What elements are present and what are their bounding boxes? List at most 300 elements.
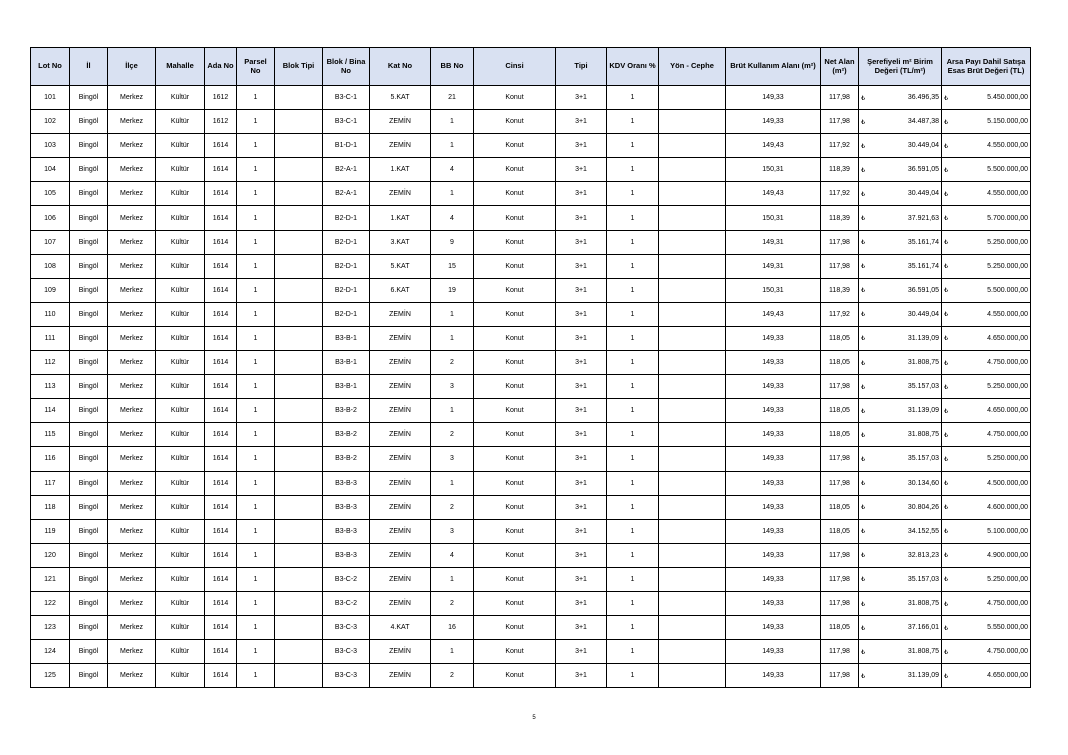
table-row	[31, 110, 1031, 134]
table-cell: ZEMİN	[370, 471, 431, 495]
currency-symbol: ₺	[861, 215, 866, 223]
cell-value: 5.250.000,00	[987, 455, 1028, 463]
column-header: İl	[70, 48, 108, 86]
table-cell	[659, 447, 726, 471]
gross-value-cell	[942, 640, 1031, 664]
column-header: Mahalle	[156, 48, 205, 86]
table-row	[31, 495, 1031, 519]
currency-symbol: ₺	[944, 624, 949, 632]
table-cell: Konut	[474, 591, 556, 615]
table-cell: Konut	[474, 423, 556, 447]
table-cell: ZEMİN	[370, 182, 431, 206]
table-cell: 19	[431, 278, 474, 302]
table-cell: B3-B-3	[323, 519, 370, 543]
table-cell: 1	[237, 399, 275, 423]
table-cell: 117,98	[821, 447, 859, 471]
table-cell: B3-C-1	[323, 110, 370, 134]
table-cell: Merkez	[108, 158, 156, 182]
gross-value-cell	[942, 351, 1031, 375]
unit-value-cell	[859, 519, 942, 543]
cell-value: 5.250.000,00	[987, 238, 1028, 246]
table-cell: Bingöl	[70, 206, 108, 230]
table-cell: Merkez	[108, 134, 156, 158]
table-cell	[659, 423, 726, 447]
cell-value: 34.152,55	[907, 527, 939, 535]
table-cell: 1	[607, 399, 659, 423]
table-row	[31, 278, 1031, 302]
property-table	[30, 47, 1031, 688]
table-cell: 109	[31, 278, 70, 302]
table-cell: 3	[431, 519, 474, 543]
unit-value-cell	[859, 640, 942, 664]
gross-value-cell	[942, 254, 1031, 278]
table-cell: ZEMİN	[370, 591, 431, 615]
table-cell: Bingöl	[70, 423, 108, 447]
table-cell: B3-B-1	[323, 326, 370, 350]
unit-value-cell	[859, 230, 942, 254]
table-cell: Merkez	[108, 616, 156, 640]
currency-symbol: ₺	[861, 118, 866, 126]
table-row	[31, 182, 1031, 206]
gross-value-cell	[942, 158, 1031, 182]
table-row	[31, 254, 1031, 278]
table-cell: Kültür	[156, 86, 205, 110]
unit-value-cell	[859, 278, 942, 302]
table-cell: 1614	[205, 375, 237, 399]
table-cell: Merkez	[108, 471, 156, 495]
table-cell: 149,43	[726, 302, 821, 326]
currency-symbol: ₺	[861, 455, 866, 463]
table-cell: 1	[607, 423, 659, 447]
table-cell	[275, 375, 323, 399]
currency-symbol: ₺	[861, 263, 866, 271]
table-cell: 149,33	[726, 519, 821, 543]
table-cell: Merkez	[108, 423, 156, 447]
table-cell: ZEMİN	[370, 495, 431, 519]
cell-value: 35.157,03	[907, 455, 939, 463]
currency-symbol: ₺	[861, 239, 866, 247]
table-cell: B2-D-1	[323, 254, 370, 278]
unit-value-cell	[859, 495, 942, 519]
table-cell: 1614	[205, 447, 237, 471]
table-cell	[659, 567, 726, 591]
cell-value: 31.139,09	[907, 334, 939, 342]
currency-symbol: ₺	[861, 600, 866, 608]
table-cell: ZEMİN	[370, 134, 431, 158]
table-cell: 3+1	[556, 230, 607, 254]
table-cell: 3+1	[556, 399, 607, 423]
table-cell: 1614	[205, 519, 237, 543]
table-row	[31, 375, 1031, 399]
table-cell: 1	[431, 640, 474, 664]
table-cell: Kültür	[156, 230, 205, 254]
table-cell: 3+1	[556, 664, 607, 688]
table-cell: Konut	[474, 471, 556, 495]
table-cell: Kültür	[156, 182, 205, 206]
table-cell	[659, 326, 726, 350]
table-cell: 1	[607, 591, 659, 615]
table-cell: Kültür	[156, 591, 205, 615]
currency-symbol: ₺	[944, 383, 949, 391]
gross-value-cell	[942, 519, 1031, 543]
gross-value-cell	[942, 375, 1031, 399]
table-cell: Merkez	[108, 110, 156, 134]
table-cell: 1	[607, 326, 659, 350]
table-cell	[659, 302, 726, 326]
currency-symbol: ₺	[861, 166, 866, 174]
unit-value-cell	[859, 471, 942, 495]
cell-value: 35.157,03	[907, 575, 939, 583]
table-cell: 1	[431, 471, 474, 495]
table-cell: 1	[607, 567, 659, 591]
table-cell: ZEMİN	[370, 543, 431, 567]
table-cell	[275, 110, 323, 134]
table-cell: 2	[431, 591, 474, 615]
table-cell: 1	[431, 182, 474, 206]
table-cell: 1	[607, 182, 659, 206]
table-cell	[659, 543, 726, 567]
table-cell: 118	[31, 495, 70, 519]
table-cell	[659, 86, 726, 110]
table-cell: Merkez	[108, 302, 156, 326]
table-cell	[659, 399, 726, 423]
unit-value-cell	[859, 616, 942, 640]
gross-value-cell	[942, 495, 1031, 519]
table-cell: 3.KAT	[370, 230, 431, 254]
table-cell: 106	[31, 206, 70, 230]
cell-value: 35.157,03	[907, 383, 939, 391]
column-header: KDV Oranı %	[607, 48, 659, 86]
table-cell	[275, 254, 323, 278]
gross-value-cell	[942, 110, 1031, 134]
table-cell: 1	[607, 134, 659, 158]
currency-symbol: ₺	[861, 624, 866, 632]
currency-symbol: ₺	[944, 431, 949, 439]
table-cell: 118,39	[821, 278, 859, 302]
table-cell: 3+1	[556, 206, 607, 230]
table-cell: Konut	[474, 399, 556, 423]
table-cell: 1	[431, 110, 474, 134]
gross-value-cell	[942, 471, 1031, 495]
table-cell: Merkez	[108, 640, 156, 664]
table-cell	[275, 567, 323, 591]
gross-value-cell	[942, 302, 1031, 326]
table-cell: Kültür	[156, 326, 205, 350]
table-cell: 3+1	[556, 471, 607, 495]
table-cell: B2-D-1	[323, 230, 370, 254]
cell-value: 36.496,35	[907, 94, 939, 102]
table-cell: 1.KAT	[370, 158, 431, 182]
gross-value-cell	[942, 326, 1031, 350]
table-cell: 3+1	[556, 640, 607, 664]
cell-value: 30.449,04	[907, 190, 939, 198]
table-cell: 117,98	[821, 591, 859, 615]
table-cell: 117,98	[821, 640, 859, 664]
unit-value-cell	[859, 664, 942, 688]
unit-value-cell	[859, 543, 942, 567]
table-cell: 149,33	[726, 351, 821, 375]
table-cell: 117,98	[821, 254, 859, 278]
table-cell: 5.KAT	[370, 254, 431, 278]
cell-value: 4.650.000,00	[987, 334, 1028, 342]
table-cell: Merkez	[108, 447, 156, 471]
table-cell: 2	[431, 664, 474, 688]
table-cell: 2	[431, 423, 474, 447]
currency-symbol: ₺	[861, 383, 866, 391]
table-cell: 118,05	[821, 326, 859, 350]
table-cell	[275, 158, 323, 182]
table-cell	[275, 86, 323, 110]
table-cell: B2-D-1	[323, 206, 370, 230]
table-cell: 1614	[205, 158, 237, 182]
gross-value-cell	[942, 664, 1031, 688]
table-cell: 3	[431, 447, 474, 471]
table-cell	[275, 423, 323, 447]
table-cell: 1	[237, 664, 275, 688]
table-cell: Merkez	[108, 351, 156, 375]
table-cell: 1	[237, 110, 275, 134]
table-cell: 1	[607, 351, 659, 375]
table-cell: 149,31	[726, 254, 821, 278]
table-cell: ZEMİN	[370, 664, 431, 688]
currency-symbol: ₺	[944, 142, 949, 150]
table-cell: Bingöl	[70, 326, 108, 350]
table-cell: 1614	[205, 664, 237, 688]
table-cell: Bingöl	[70, 182, 108, 206]
table-cell: Merkez	[108, 375, 156, 399]
table-cell: Merkez	[108, 591, 156, 615]
gross-value-cell	[942, 278, 1031, 302]
table-cell	[659, 254, 726, 278]
table-cell: 149,33	[726, 86, 821, 110]
table-cell: 1	[237, 254, 275, 278]
currency-symbol: ₺	[861, 94, 866, 102]
column-header: Blok / Bina No	[323, 48, 370, 86]
table-body	[31, 86, 1031, 688]
table-row	[31, 230, 1031, 254]
table-cell: B3-B-3	[323, 495, 370, 519]
table-cell	[275, 230, 323, 254]
column-header: Yön - Cephe	[659, 48, 726, 86]
currency-symbol: ₺	[944, 455, 949, 463]
table-cell: Konut	[474, 519, 556, 543]
currency-symbol: ₺	[861, 672, 866, 680]
table-cell: B3-B-1	[323, 375, 370, 399]
page-number: 5	[532, 715, 536, 721]
table-cell: 113	[31, 375, 70, 399]
table-cell: 1	[237, 640, 275, 664]
table-cell: Bingöl	[70, 567, 108, 591]
table-cell: 3+1	[556, 254, 607, 278]
table-cell: 124	[31, 640, 70, 664]
table-header	[31, 48, 1031, 86]
table-cell: B2-D-1	[323, 278, 370, 302]
gross-value-cell	[942, 543, 1031, 567]
table-cell: 1614	[205, 591, 237, 615]
table-cell: Kültür	[156, 278, 205, 302]
table-cell: 1614	[205, 495, 237, 519]
table-cell: Merkez	[108, 278, 156, 302]
table-cell: 108	[31, 254, 70, 278]
column-header: Parsel No	[237, 48, 275, 86]
column-header: Şerefiyeli m² Birim Değeri (TL/m²)	[859, 48, 942, 86]
table-cell: 1	[607, 664, 659, 688]
table-row	[31, 640, 1031, 664]
table-cell: 1	[237, 495, 275, 519]
table-row	[31, 447, 1031, 471]
table-cell: 117,98	[821, 110, 859, 134]
table-cell: Konut	[474, 447, 556, 471]
column-header: İlçe	[108, 48, 156, 86]
table-cell: 103	[31, 134, 70, 158]
table-cell: Merkez	[108, 495, 156, 519]
table-cell: 149,31	[726, 230, 821, 254]
currency-symbol: ₺	[944, 552, 949, 560]
table-cell: 118,05	[821, 519, 859, 543]
table-cell: Merkez	[108, 399, 156, 423]
currency-symbol: ₺	[944, 600, 949, 608]
currency-symbol: ₺	[944, 359, 949, 367]
table-cell: Bingöl	[70, 519, 108, 543]
table-cell: Merkez	[108, 664, 156, 688]
table-row	[31, 591, 1031, 615]
table-cell: Kültür	[156, 423, 205, 447]
table-cell: 4	[431, 206, 474, 230]
table-cell: 117,98	[821, 375, 859, 399]
cell-value: 4.750.000,00	[987, 431, 1028, 439]
table-cell: 111	[31, 326, 70, 350]
column-header: Brüt Kullanım Alanı (m²)	[726, 48, 821, 86]
cell-value: 4.750.000,00	[987, 359, 1028, 367]
table-cell: 1	[607, 640, 659, 664]
currency-symbol: ₺	[861, 142, 866, 150]
table-cell: Kültür	[156, 351, 205, 375]
table-cell: 117,98	[821, 230, 859, 254]
table-cell	[659, 519, 726, 543]
table-cell: Bingöl	[70, 230, 108, 254]
table-cell: Kültür	[156, 206, 205, 230]
table-cell: 1	[607, 278, 659, 302]
table-cell: 123	[31, 616, 70, 640]
table-cell: ZEMİN	[370, 399, 431, 423]
table-cell: 102	[31, 110, 70, 134]
table-cell: Merkez	[108, 206, 156, 230]
table-cell	[659, 591, 726, 615]
table-cell: 16	[431, 616, 474, 640]
table-cell: Konut	[474, 110, 556, 134]
table-cell: ZEMİN	[370, 326, 431, 350]
table-cell: Bingöl	[70, 664, 108, 688]
table-cell: Kültür	[156, 567, 205, 591]
table-cell: 119	[31, 519, 70, 543]
currency-symbol: ₺	[861, 576, 866, 584]
table-cell	[659, 230, 726, 254]
table-cell	[659, 616, 726, 640]
currency-symbol: ₺	[944, 335, 949, 343]
currency-symbol: ₺	[861, 407, 866, 415]
table-cell: ZEMİN	[370, 423, 431, 447]
unit-value-cell	[859, 375, 942, 399]
table-cell: 3+1	[556, 326, 607, 350]
table-cell: 4	[431, 158, 474, 182]
cell-value: 4.750.000,00	[987, 600, 1028, 608]
table-cell	[659, 495, 726, 519]
currency-symbol: ₺	[861, 335, 866, 343]
table-cell: Merkez	[108, 230, 156, 254]
table-cell: 118,05	[821, 351, 859, 375]
table-cell: 3+1	[556, 158, 607, 182]
table-row	[31, 616, 1031, 640]
cell-value: 5.500.000,00	[987, 166, 1028, 174]
table-cell: 1	[237, 423, 275, 447]
table-cell: 3+1	[556, 86, 607, 110]
table-row	[31, 158, 1031, 182]
table-cell: 1	[607, 375, 659, 399]
table-cell: 118,39	[821, 158, 859, 182]
table-cell: 1614	[205, 326, 237, 350]
table-cell: ZEMİN	[370, 110, 431, 134]
table-cell: 3+1	[556, 182, 607, 206]
currency-symbol: ₺	[944, 576, 949, 584]
unit-value-cell	[859, 351, 942, 375]
currency-symbol: ₺	[944, 311, 949, 319]
table-cell	[275, 495, 323, 519]
table-cell: 117,92	[821, 302, 859, 326]
table-cell: B3-C-2	[323, 591, 370, 615]
unit-value-cell	[859, 591, 942, 615]
table-cell: 1	[607, 471, 659, 495]
table-row	[31, 134, 1031, 158]
table-cell: B2-D-1	[323, 302, 370, 326]
table-cell: 122	[31, 591, 70, 615]
table-cell: 1	[607, 206, 659, 230]
cell-value: 4.900.000,00	[987, 551, 1028, 559]
cell-value: 5.450.000,00	[987, 94, 1028, 102]
table-cell: 1612	[205, 86, 237, 110]
table-cell: 1614	[205, 206, 237, 230]
table-cell: Kültür	[156, 664, 205, 688]
table-cell: 1	[237, 519, 275, 543]
cell-value: 30.134,60	[907, 479, 939, 487]
currency-symbol: ₺	[944, 239, 949, 247]
table-cell	[659, 664, 726, 688]
table-cell: Merkez	[108, 543, 156, 567]
table-cell	[659, 206, 726, 230]
currency-symbol: ₺	[861, 504, 866, 512]
table-cell: 149,33	[726, 591, 821, 615]
table-cell	[275, 182, 323, 206]
table-row	[31, 302, 1031, 326]
cell-value: 34.487,38	[907, 118, 939, 126]
table-cell: 1614	[205, 254, 237, 278]
currency-symbol: ₺	[944, 504, 949, 512]
table-cell: 1614	[205, 182, 237, 206]
column-header: BB No	[431, 48, 474, 86]
table-cell: 1	[607, 254, 659, 278]
cell-value: 4.550.000,00	[987, 190, 1028, 198]
table-cell: Kültür	[156, 495, 205, 519]
gross-value-cell	[942, 616, 1031, 640]
table-cell: Merkez	[108, 567, 156, 591]
table-cell: 117,98	[821, 86, 859, 110]
table-cell: 116	[31, 447, 70, 471]
cell-value: 4.550.000,00	[987, 310, 1028, 318]
table-cell: 1	[237, 543, 275, 567]
table-cell: 117,98	[821, 543, 859, 567]
table-cell: Konut	[474, 375, 556, 399]
table-cell: 1	[237, 567, 275, 591]
table-row	[31, 543, 1031, 567]
